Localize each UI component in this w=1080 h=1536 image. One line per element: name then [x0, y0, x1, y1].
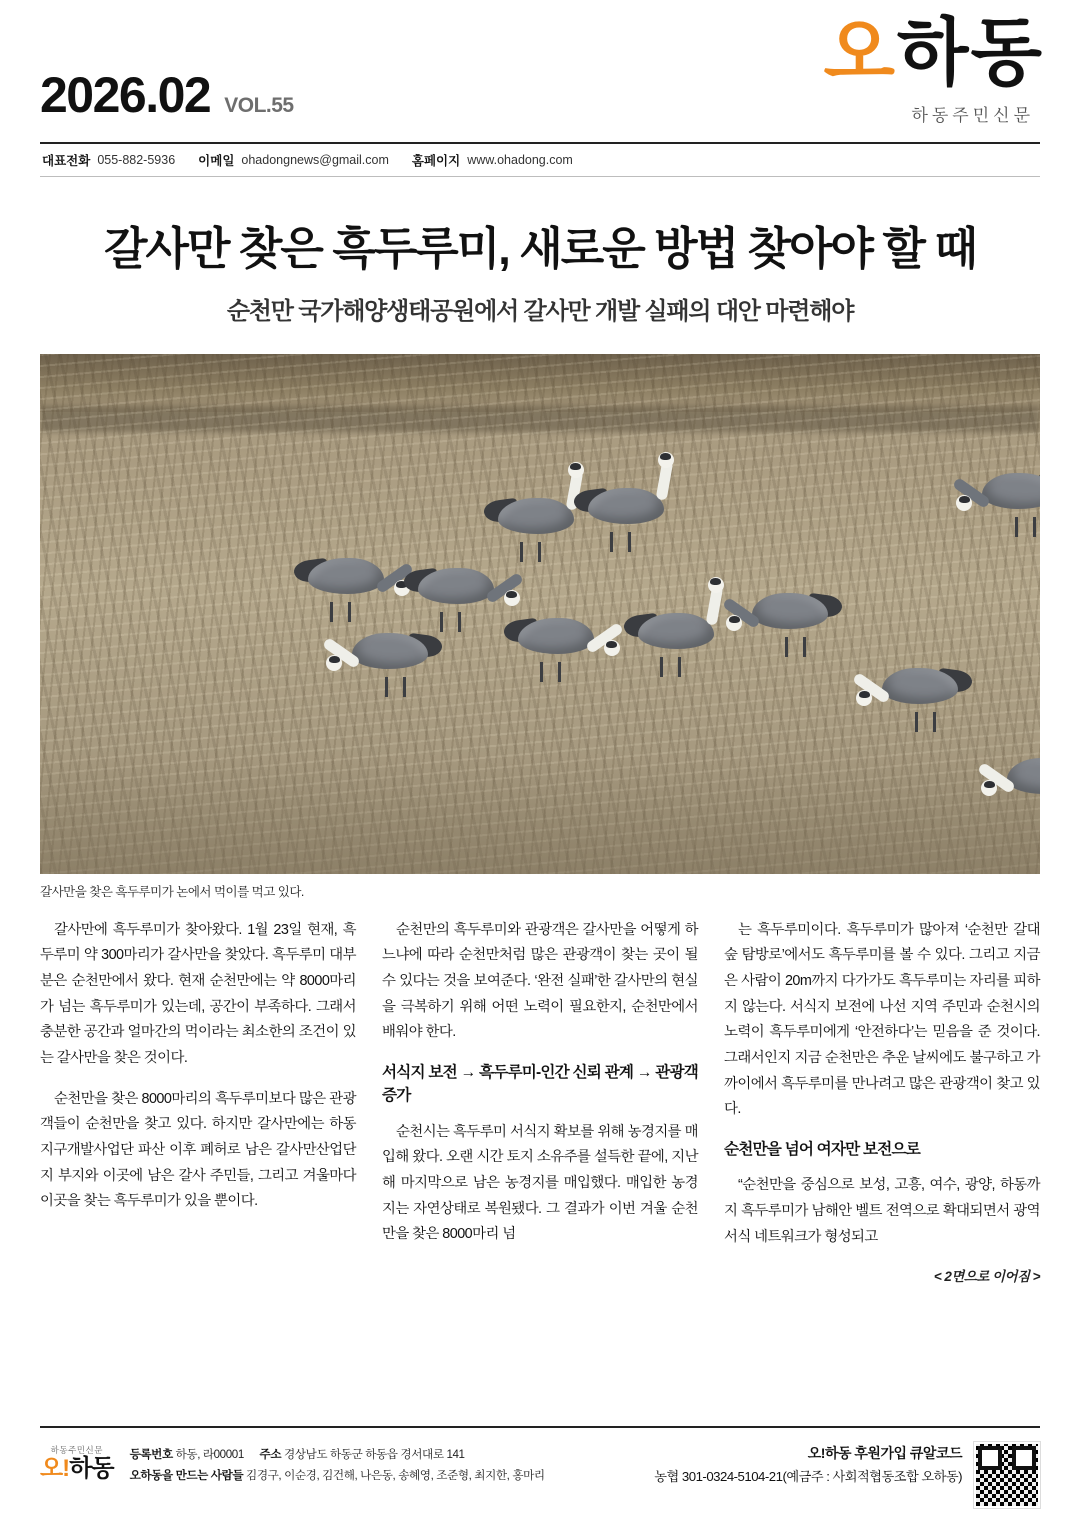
- address-label: 주소: [259, 1448, 282, 1461]
- support-account: 농협 301-0324-5104-21(예금주 : 사회적협동조합 오하동): [654, 1468, 962, 1484]
- crane-bird: [995, 744, 1040, 808]
- logo: [824, 7, 1040, 126]
- paragraph: 순천시는 흑두루미 서식지 확보를 위해 농경지를 매입해 왔다. 오랜 시간 토지 소유주를 설득한 끝에, 지난해 마지막으로 남은 농경지를 매입했다. 매입한 농경지는 자연상태로 복원됐다. 그 결과가 이번 겨울 순천만을 찾은 8000마리 넘: [382, 1123, 698, 1243]
- phone-value: 055-882-5936: [97, 153, 176, 167]
- footer-right: [654, 1440, 1040, 1508]
- staff-label: 오하동을 만드는 사람들: [129, 1469, 244, 1483]
- logo-char-3: 동: [970, 11, 1040, 94]
- paragraph: 순천만을 찾은 8000마리의 흑두루미보다 많은 관광객들이 순천만을 찾고 있다. 하지만 갈사만에는 하동지구개발사업단 파산 이후 폐허로 남은 갈사만산업단지 부지와 이곳에 남은 갈사 주민들, 그리고 겨울마다 이곳을 찾는 흑두루미가 있을 뿐이다.: [40, 1090, 356, 1210]
- crane-bird: [630, 599, 726, 663]
- email-label: 이메일: [198, 154, 235, 168]
- article-column-3: [724, 918, 1040, 1289]
- staff-value: 김경구, 이순경, 김건해, 나은동, 송혜영, 조준형, 최지한, 홍마리: [246, 1469, 545, 1483]
- paragraph: 갈사만에 흑두루미가 찾아왔다. 1월 23일 현재, 흑두루미 약 300마리가 갈사만을 찾았다. 흑두루미 대부분은 순천만에서 왔다. 현재 순천만에는 약 8000마리가 넘는 흑두루미가 있는데, 공간이 부족하다. 그래서 충분한 공간과 얼마간의 먹이라는 최소한의 조건이 있는 갈사만을 찾은 것이다.: [40, 921, 356, 1066]
- logo-wordmark: [824, 7, 1040, 99]
- contact-bar: [40, 142, 1040, 177]
- logo-subtitle: 하동주민신문: [911, 106, 1034, 125]
- footer-info: [130, 1440, 545, 1487]
- footer-left: [40, 1440, 545, 1487]
- article-column-2: [382, 918, 698, 1289]
- issue-block: [40, 67, 294, 123]
- footer-info-line-2: [130, 1465, 545, 1486]
- issue-date: 2026.02: [40, 67, 211, 123]
- footer-info-line-1: [130, 1444, 545, 1465]
- crane-bird: [410, 554, 506, 618]
- paragraph: 는 흑두루미이다. 흑두루미가 많아져 ‘순천만 갈대숲 탐방로’에서도 흑두루미를 볼 수 있다. 그리고 지금은 사람이 20m까지 다가가도 흑두루미는 자리를 피하지 않는다. 서식지 보전에 나선 지역 주민과 순천시의 노력이 흑두루미에게 ‘안전하다’는 믿음을 준 것이다. 그래서인지 지금 순천만은 추운 날씨에도 불구하고 가까이에서 흑두루미를 만나려고 많은 관광객이 찾고 있다.: [724, 921, 1040, 1118]
- registration-label: 등록번호: [129, 1448, 173, 1461]
- paragraph: “순천만을 중심으로 보성, 고흥, 여수, 광양, 하동까지 흑두루미가 남해안 벨트 전역으로 확대되면서 광역 서식 네트워크가 형성되고: [724, 1177, 1040, 1245]
- crane-bird: [490, 484, 586, 548]
- article-body: [40, 918, 1040, 1289]
- photo-caption: 갈사만을 찾은 흑두루미가 논에서 먹이를 먹고 있다.: [40, 884, 304, 899]
- footer-logo-subtitle: 하동주민신문: [50, 1445, 103, 1455]
- continued-note: < 2면으로 이어짐 >: [933, 1269, 1040, 1285]
- registration-value: 하동, 라00001: [175, 1448, 244, 1461]
- paragraph: 순천만의 흑두루미와 관광객은 갈사만을 어떻게 하느냐에 따라 순천만처럼 많은 관광객이 찾는 곳이 될 수 있다는 것을 보여준다. ‘완전 실패’한 갈사만의 현실을 극복하기 위해 어떤 노력이 필요한지, 순천만에서 배워야 한다.: [382, 921, 698, 1041]
- section-subheading: 순천만을 넘어 여자만 보전으로: [724, 1140, 921, 1158]
- crane-bird: [580, 474, 676, 538]
- logo-char-1: 오: [823, 11, 894, 94]
- page-footer: [40, 1426, 1040, 1508]
- crane-bird: [970, 459, 1040, 523]
- footer-logo-o: 오!: [40, 1455, 70, 1482]
- support-info: [654, 1442, 962, 1488]
- photo-foreground-band: [40, 754, 1040, 874]
- masthead: [40, 0, 1040, 125]
- article-subheadline: 순천만 국가해양생태공원에서 갈사만 개발 실패의 대안 마련해야: [226, 297, 854, 325]
- crane-bird: [740, 579, 836, 643]
- crane-bird: [300, 544, 396, 608]
- logo-char-2: 하: [897, 11, 967, 94]
- homepage-label: 홈페이지: [411, 154, 461, 168]
- crane-bird: [340, 619, 436, 683]
- homepage-value[interactable]: www.ohadong.com: [467, 153, 573, 167]
- address-value: 경상남도 하동군 하동읍 경서대로 141: [283, 1448, 465, 1461]
- article-column-1: [40, 918, 356, 1289]
- headline-block: [40, 223, 1040, 326]
- email-value: ohadongnews@gmail.com: [241, 153, 389, 167]
- support-title: 오!하동 후원가입 큐알코드: [807, 1445, 962, 1461]
- article-photo: [40, 354, 1040, 874]
- qr-code-icon[interactable]: [974, 1442, 1040, 1508]
- section-subheading: 서식지 보전 → 흑두루미-인간 신뢰 관계 → 관광객 증가: [382, 1063, 698, 1105]
- phone-label: 대표전화: [42, 154, 91, 168]
- crane-bird: [510, 604, 606, 668]
- crane-bird: [870, 654, 966, 718]
- footer-logo-main: [40, 1456, 114, 1482]
- issue-volume: VOL.55: [224, 94, 294, 117]
- footer-logo: [40, 1440, 114, 1482]
- article-headline: 갈사만 찾은 흑두루미, 새로운 방법 찾아야 할 때: [104, 223, 976, 274]
- footer-logo-rest: 하동: [69, 1455, 114, 1482]
